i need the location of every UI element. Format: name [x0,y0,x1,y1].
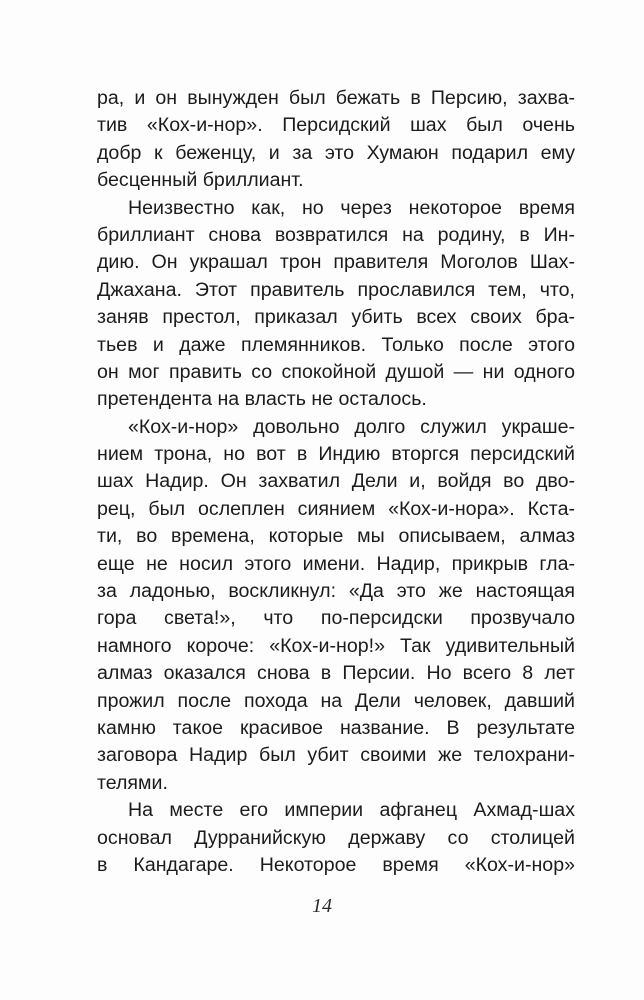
text-line: бриллиант снова возвратился на родину, в Ин- [97,223,575,246]
text-line: прожил после похода на Дели человек, давший [97,689,575,712]
text-line: намного короче: «Кох-и-нор!» Так удивительный [97,634,575,657]
text-line: заняв престол, приказал убить всех своих бра- [97,306,575,329]
text-line: На месте его империи афганец Ахмад-шах [128,799,575,822]
text-line: телями. [97,771,168,794]
paragraph-4 [97,797,575,879]
text-line: дию. Он украшал трон правителя Моголов Шах- [97,251,575,274]
text-line: претендента на власть не осталось. [97,388,427,411]
text-line: заговора Надир был убит своими же телохрани- [97,744,575,767]
body-text [97,85,575,879]
text-line: гора света!», что по-персидски прозвучало [97,607,575,630]
text-line: Неизвестно как, но через некоторое время [128,196,575,219]
paragraph-1 [97,85,575,195]
text-line: Джахана. Этот правитель прославился тем, что, [97,278,575,301]
text-line: основал Дурранийскую державу со столицей [97,826,575,849]
text-line: еще не носил этого имени. Надир, прикрыв гла- [97,552,575,575]
text-line: тьев и даже племянников. Только после этого [97,333,575,356]
page-number: 14 [312,895,332,917]
text-line: ти, во времена, которые мы описываем, алмаз [97,525,575,548]
text-line: бесценный бриллиант. [97,169,304,192]
text-line: рец, был ослеплен сиянием «Кох-и-нора». Кста- [97,497,575,520]
text-line: алмаз оказался снова в Персии. Но всего 8 лет [97,662,575,685]
text-line: добр к беженцу, и за это Хумаюн подарил ему [97,141,575,164]
paragraph-3 [97,414,575,797]
text-line: шах Надир. Он захватил Дели и, войдя во дво- [97,470,575,493]
text-line: за ладонью, воскликнул: «Да это же настоящая [97,580,575,603]
text-line: нием трона, но вот в Индию вторгся персидский [97,443,575,466]
paragraph-2 [97,195,575,414]
text-line: ра, и он вынужден был бежать в Персию, захва- [97,87,575,109]
text-line: он мог править со спокойной душой — ни одного [97,360,575,383]
text-line: камню такое красивое название. В результате [97,716,575,739]
text-line: в Кандагаре. Некоторое время «Кох-и-нор» [97,853,575,876]
text-line: тив «Кох-и-нор». Персидский шах был очень [97,114,575,137]
text-line: «Кох-и-нор» довольно долго служил украше- [128,415,575,438]
